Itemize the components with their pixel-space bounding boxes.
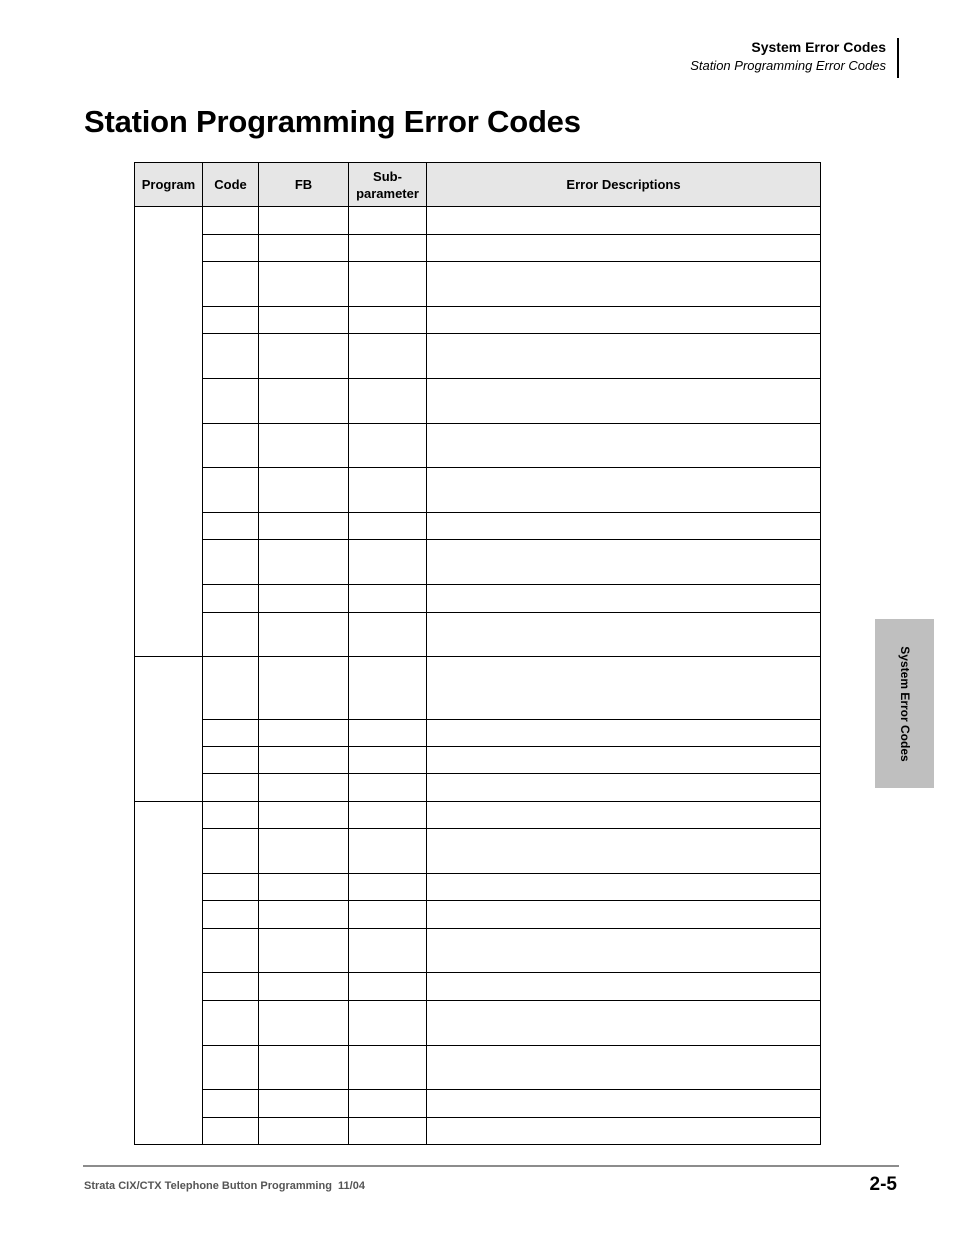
fb-cell bbox=[259, 774, 349, 802]
code-cell bbox=[203, 424, 259, 468]
subparameter-cell bbox=[349, 747, 427, 774]
subparameter-cell bbox=[349, 379, 427, 424]
section-side-tab bbox=[875, 619, 934, 788]
running-header bbox=[690, 38, 886, 76]
fb-cell bbox=[259, 657, 349, 720]
fb-cell bbox=[259, 747, 349, 774]
subparameter-cell bbox=[349, 307, 427, 334]
table-row bbox=[135, 207, 821, 235]
code-cell bbox=[203, 874, 259, 901]
fb-cell bbox=[259, 613, 349, 657]
code-cell bbox=[203, 802, 259, 829]
table-row bbox=[135, 540, 821, 585]
side-tab-label: System Error Codes bbox=[897, 645, 912, 762]
fb-cell bbox=[259, 802, 349, 829]
fb-cell bbox=[259, 379, 349, 424]
subparameter-cell bbox=[349, 235, 427, 262]
subparameter-cell bbox=[349, 802, 427, 829]
description-cell bbox=[427, 829, 821, 874]
code-cell bbox=[203, 774, 259, 802]
description-cell bbox=[427, 901, 821, 929]
error-codes-table bbox=[134, 162, 821, 1145]
subparameter-cell bbox=[349, 720, 427, 747]
subparameter-cell bbox=[349, 424, 427, 468]
table-row bbox=[135, 1001, 821, 1046]
code-cell bbox=[203, 235, 259, 262]
header-section-title: System Error Codes bbox=[751, 39, 886, 55]
description-cell bbox=[427, 207, 821, 235]
table-row bbox=[135, 468, 821, 513]
table-row bbox=[135, 973, 821, 1001]
table-row bbox=[135, 901, 821, 929]
description-cell bbox=[427, 379, 821, 424]
code-cell bbox=[203, 747, 259, 774]
table-row bbox=[135, 585, 821, 613]
table-row bbox=[135, 802, 821, 829]
fb-cell bbox=[259, 334, 349, 379]
column-header-subparameter: Sub- parameter bbox=[349, 163, 427, 207]
code-cell bbox=[203, 973, 259, 1001]
table-row bbox=[135, 829, 821, 874]
program-cell bbox=[135, 802, 203, 1145]
subparameter-cell bbox=[349, 613, 427, 657]
table-row bbox=[135, 307, 821, 334]
table-header-row bbox=[135, 163, 821, 207]
description-cell bbox=[427, 1046, 821, 1090]
column-header-fb: FB bbox=[259, 163, 349, 207]
table-body bbox=[135, 207, 821, 1145]
footer-rule bbox=[83, 1165, 899, 1167]
table-row bbox=[135, 1118, 821, 1145]
code-cell bbox=[203, 585, 259, 613]
table-row bbox=[135, 262, 821, 307]
table-row bbox=[135, 720, 821, 747]
page-number: 2-5 bbox=[869, 1174, 897, 1195]
code-cell bbox=[203, 1001, 259, 1046]
fb-cell bbox=[259, 540, 349, 585]
table-row bbox=[135, 424, 821, 468]
description-cell bbox=[427, 1001, 821, 1046]
fb-cell bbox=[259, 1090, 349, 1118]
description-cell bbox=[427, 540, 821, 585]
code-cell bbox=[203, 657, 259, 720]
program-cell bbox=[135, 207, 203, 657]
description-cell bbox=[427, 585, 821, 613]
fb-cell bbox=[259, 929, 349, 973]
description-cell bbox=[427, 720, 821, 747]
table-row bbox=[135, 235, 821, 262]
subparameter-cell bbox=[349, 540, 427, 585]
fb-cell bbox=[259, 720, 349, 747]
code-cell bbox=[203, 829, 259, 874]
page-title: Station Programming Error Codes bbox=[84, 104, 581, 139]
description-cell bbox=[427, 235, 821, 262]
fb-cell bbox=[259, 1118, 349, 1145]
subparameter-cell bbox=[349, 1090, 427, 1118]
description-cell bbox=[427, 657, 821, 720]
subparameter-cell bbox=[349, 585, 427, 613]
column-header-code: Code bbox=[203, 163, 259, 207]
fb-cell bbox=[259, 262, 349, 307]
code-cell bbox=[203, 720, 259, 747]
description-cell bbox=[427, 874, 821, 901]
program-cell bbox=[135, 657, 203, 802]
code-cell bbox=[203, 1046, 259, 1090]
subparameter-cell bbox=[349, 929, 427, 973]
subparameter-cell bbox=[349, 1118, 427, 1145]
fb-cell bbox=[259, 207, 349, 235]
code-cell bbox=[203, 307, 259, 334]
subparameter-cell bbox=[349, 334, 427, 379]
footer-text: Strata CIX/CTX Telephone Button Programming 11/04 bbox=[84, 1180, 365, 1192]
fb-cell bbox=[259, 1046, 349, 1090]
description-cell bbox=[427, 973, 821, 1001]
subparameter-cell bbox=[349, 513, 427, 540]
description-cell bbox=[427, 802, 821, 829]
description-cell bbox=[427, 424, 821, 468]
fb-cell bbox=[259, 973, 349, 1001]
subparameter-cell bbox=[349, 262, 427, 307]
table-row bbox=[135, 379, 821, 424]
table-row bbox=[135, 613, 821, 657]
fb-cell bbox=[259, 829, 349, 874]
fb-cell bbox=[259, 513, 349, 540]
fb-cell bbox=[259, 585, 349, 613]
header-subsection-title: Station Programming Error Codes bbox=[690, 58, 886, 73]
description-cell bbox=[427, 468, 821, 513]
code-cell bbox=[203, 468, 259, 513]
subparameter-cell bbox=[349, 657, 427, 720]
code-cell bbox=[203, 613, 259, 657]
subparameter-cell bbox=[349, 1001, 427, 1046]
table-row bbox=[135, 774, 821, 802]
code-cell bbox=[203, 379, 259, 424]
code-cell bbox=[203, 929, 259, 973]
code-cell bbox=[203, 513, 259, 540]
code-cell bbox=[203, 207, 259, 235]
table-row bbox=[135, 874, 821, 901]
fb-cell bbox=[259, 307, 349, 334]
subparameter-cell bbox=[349, 774, 427, 802]
subparameter-cell bbox=[349, 1046, 427, 1090]
code-cell bbox=[203, 1118, 259, 1145]
table-row bbox=[135, 1046, 821, 1090]
subparameter-cell bbox=[349, 468, 427, 513]
subparameter-cell bbox=[349, 973, 427, 1001]
fb-cell bbox=[259, 901, 349, 929]
table-row bbox=[135, 929, 821, 973]
fb-cell bbox=[259, 468, 349, 513]
fb-cell bbox=[259, 874, 349, 901]
table-row bbox=[135, 513, 821, 540]
description-cell bbox=[427, 774, 821, 802]
description-cell bbox=[427, 1090, 821, 1118]
subparameter-cell bbox=[349, 874, 427, 901]
code-cell bbox=[203, 1090, 259, 1118]
fb-cell bbox=[259, 424, 349, 468]
subparameter-cell bbox=[349, 207, 427, 235]
description-cell bbox=[427, 334, 821, 379]
subparameter-cell bbox=[349, 829, 427, 874]
description-cell bbox=[427, 1118, 821, 1145]
description-cell bbox=[427, 929, 821, 973]
description-cell bbox=[427, 613, 821, 657]
description-cell bbox=[427, 747, 821, 774]
subparameter-cell bbox=[349, 901, 427, 929]
description-cell bbox=[427, 262, 821, 307]
code-cell bbox=[203, 901, 259, 929]
code-cell bbox=[203, 334, 259, 379]
table-row bbox=[135, 657, 821, 720]
table-row bbox=[135, 747, 821, 774]
table-row bbox=[135, 334, 821, 379]
code-cell bbox=[203, 540, 259, 585]
code-cell bbox=[203, 262, 259, 307]
column-header-error-descriptions: Error Descriptions bbox=[427, 163, 821, 207]
fb-cell bbox=[259, 235, 349, 262]
header-vertical-rule bbox=[897, 38, 899, 78]
fb-cell bbox=[259, 1001, 349, 1046]
description-cell bbox=[427, 513, 821, 540]
description-cell bbox=[427, 307, 821, 334]
column-header-program: Program bbox=[135, 163, 203, 207]
table-row bbox=[135, 1090, 821, 1118]
